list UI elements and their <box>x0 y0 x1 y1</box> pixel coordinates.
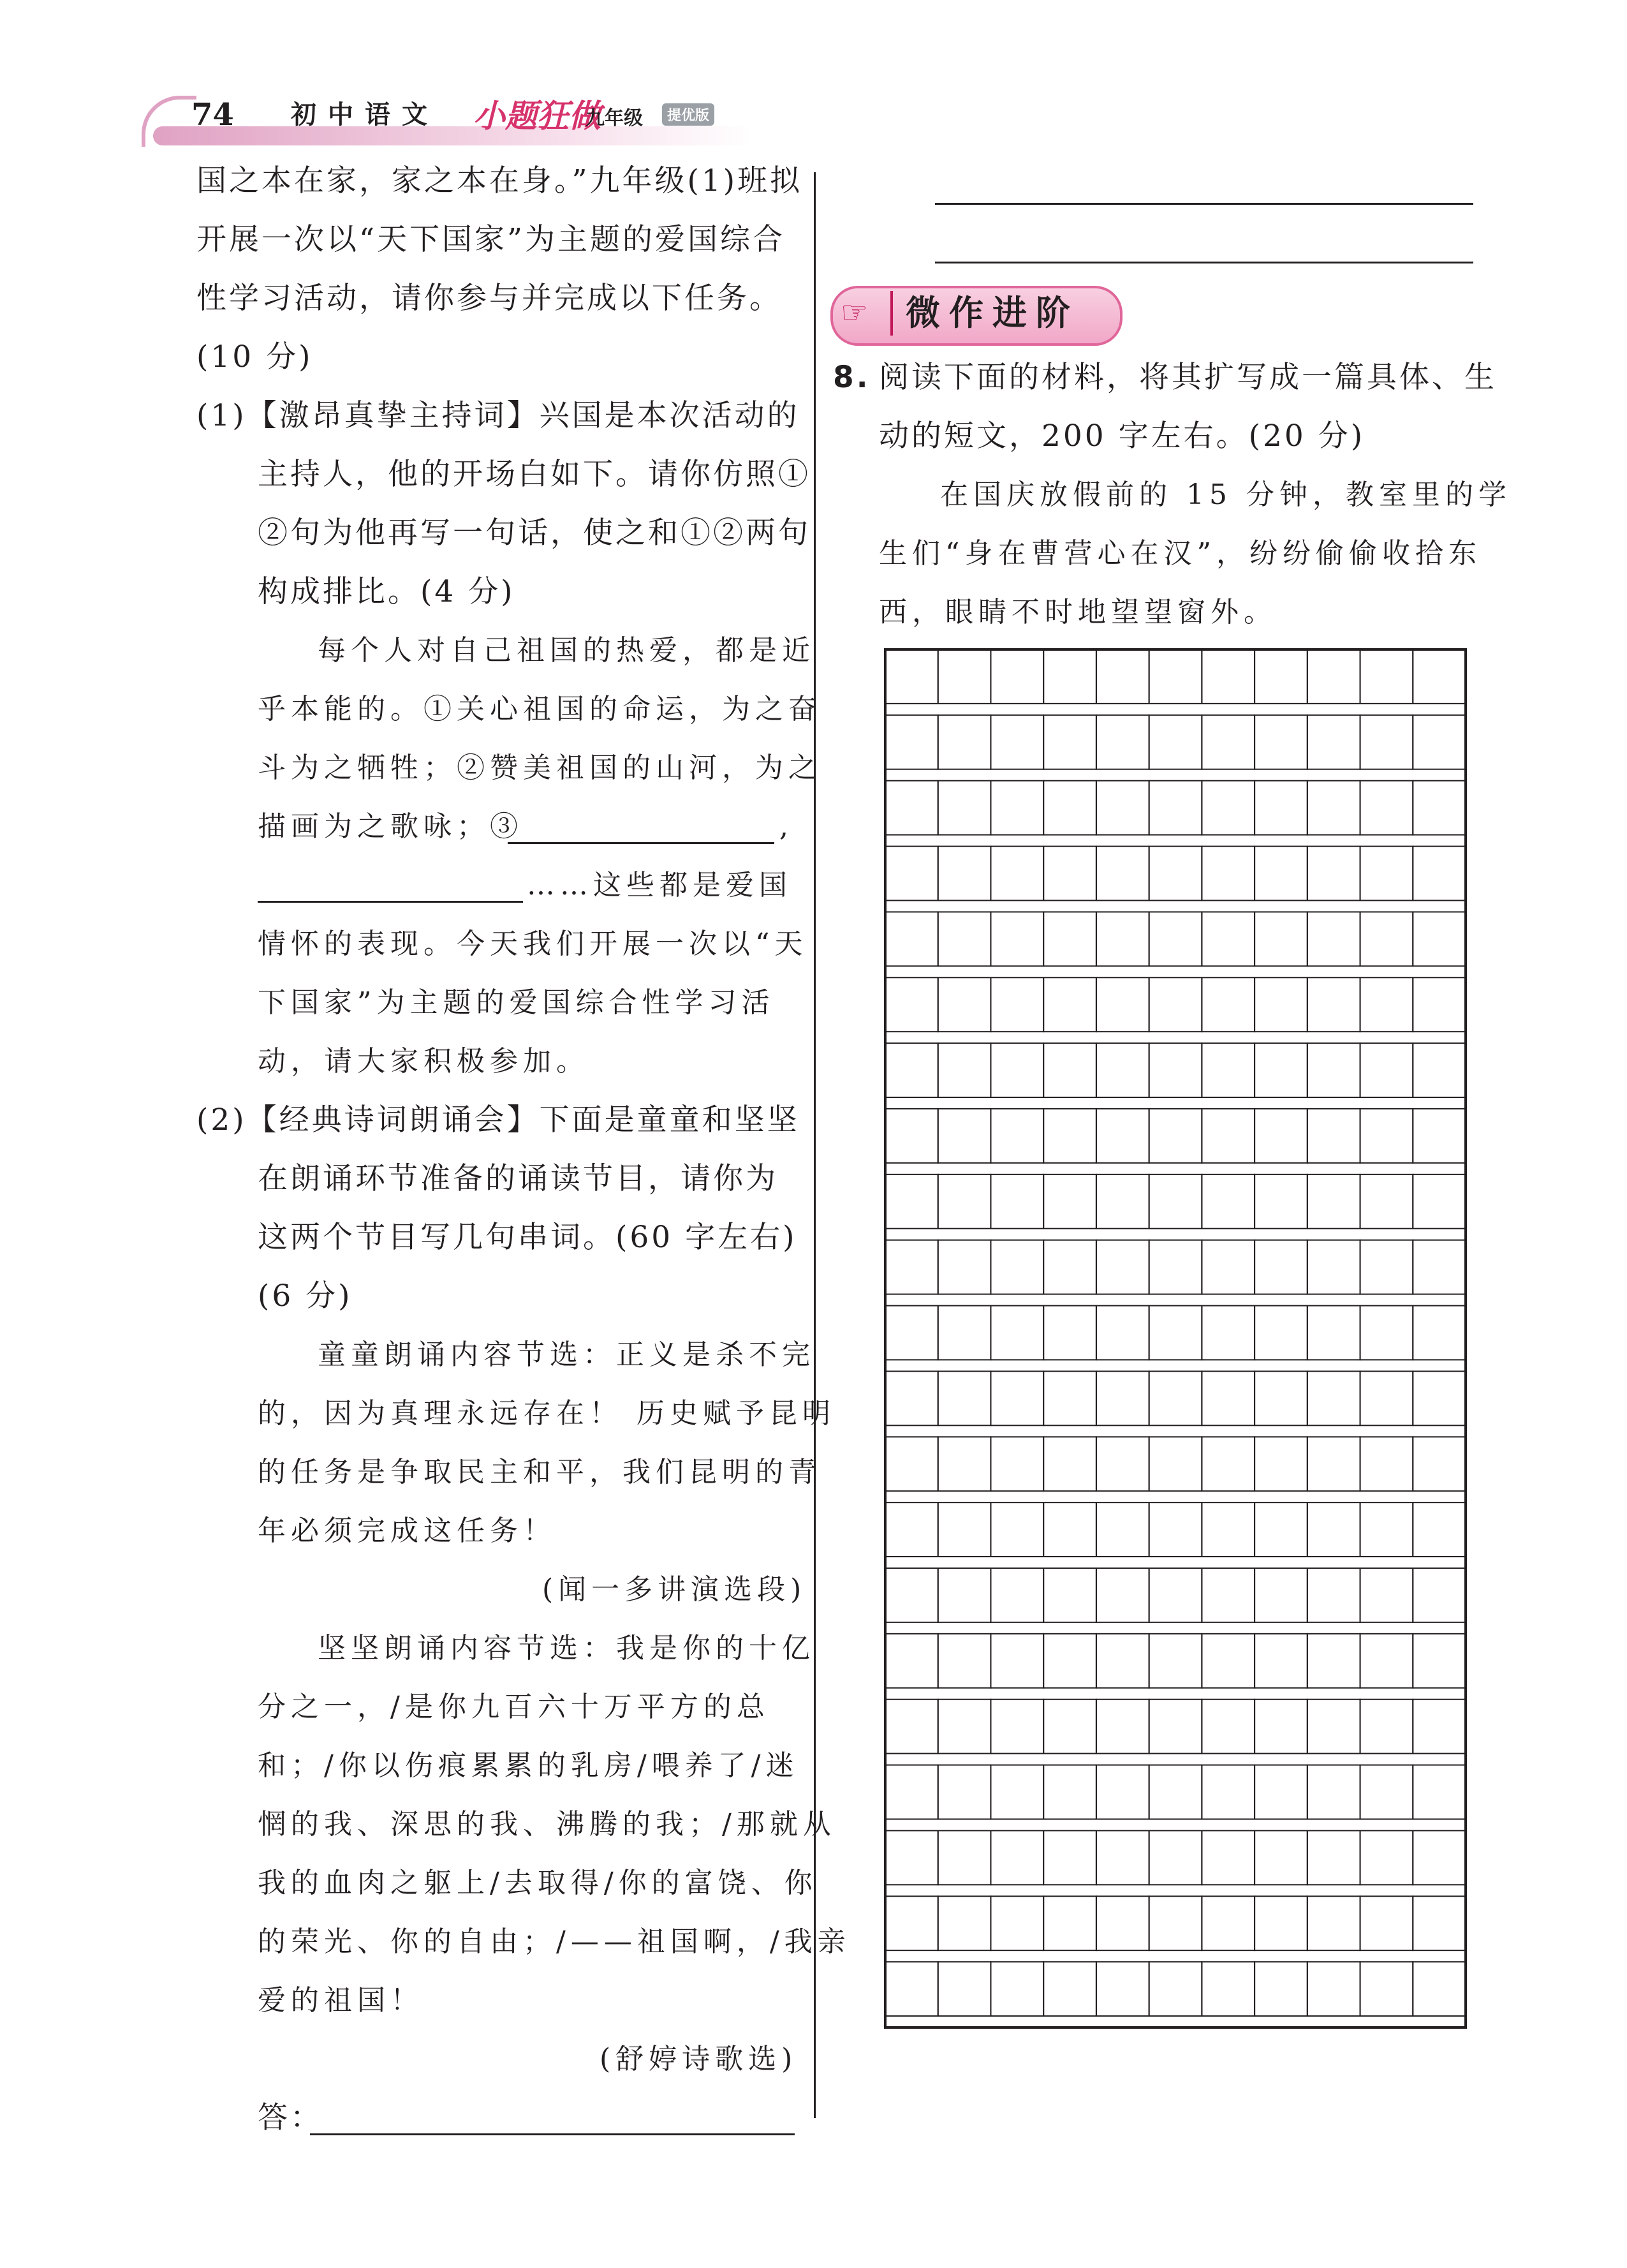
grid-cell[interactable] <box>1202 715 1255 769</box>
grid-cell[interactable] <box>990 847 1043 901</box>
passage-line-8: 动，请大家积极参加。 <box>258 1045 589 1078</box>
grid-cell[interactable] <box>1096 1634 1149 1688</box>
fill-blank-1[interactable] <box>508 814 774 844</box>
grid-cell[interactable] <box>885 1306 938 1360</box>
grid-cell[interactable] <box>1307 1109 1360 1163</box>
grid-cell[interactable] <box>1043 1240 1096 1294</box>
grid-cell[interactable] <box>1096 1830 1149 1885</box>
grid-cell[interactable] <box>1307 781 1360 835</box>
grid-cell[interactable] <box>1096 1371 1149 1425</box>
passage-line-5: ……这些都是爱国 <box>527 869 792 901</box>
grid-cell[interactable] <box>1202 649 1255 704</box>
grid-cell[interactable] <box>938 715 991 769</box>
grid-cell[interactable] <box>990 1371 1043 1425</box>
task2-line-3: 这两个节目写几句串词。(60 字左右) <box>258 1220 797 1255</box>
grid-cell[interactable] <box>1360 1437 1413 1491</box>
grid-cell[interactable] <box>1255 1830 1307 1885</box>
grid-cell[interactable] <box>938 912 991 966</box>
grid-cell[interactable] <box>1202 1634 1255 1688</box>
grid-cell[interactable] <box>938 1700 991 1754</box>
grid-cell[interactable] <box>1413 847 1466 901</box>
grid-cell[interactable] <box>1255 1437 1307 1491</box>
grid-cell[interactable] <box>1202 847 1255 901</box>
grid-cell[interactable] <box>1096 912 1149 966</box>
grid-cell[interactable] <box>990 649 1043 704</box>
grid-cell[interactable] <box>1149 1634 1202 1688</box>
grid-cell[interactable] <box>990 781 1043 835</box>
grid-cell[interactable] <box>1255 1175 1307 1229</box>
grid-cell[interactable] <box>1202 1175 1255 1229</box>
grid-cell[interactable] <box>990 1109 1043 1163</box>
fill-blank-2[interactable] <box>258 873 523 903</box>
grid-cell[interactable] <box>1043 715 1096 769</box>
grid-cell[interactable] <box>1043 1371 1096 1425</box>
grid-cell[interactable] <box>1149 1437 1202 1491</box>
intro-line-3: 性学习活动，请你参与并完成以下任务。 <box>196 281 782 316</box>
grid-border <box>885 649 1466 2027</box>
grid-cell[interactable] <box>1255 847 1307 901</box>
grid-cell[interactable] <box>1043 1634 1096 1688</box>
grid-cell[interactable] <box>1043 781 1096 835</box>
grid-cell[interactable] <box>938 1043 991 1097</box>
grid-cell[interactable] <box>1043 1175 1096 1229</box>
passage-line-7: 下国家”为主题的爱国综合性学习活 <box>258 986 775 1019</box>
page-number: 74 <box>191 97 234 133</box>
task1-score: 构成排比。(4 分) <box>258 574 515 609</box>
grade-label: 九年级 <box>585 107 643 130</box>
material-line-2: 生们“身在曹营心在汉”，纷纷偷偷收拾东 <box>879 537 1482 570</box>
grid-cell[interactable] <box>1360 781 1413 835</box>
grid-cell[interactable] <box>885 1175 938 1229</box>
tongtong-line-3: 的任务是争取民主和平，我们昆明的青 <box>258 1456 821 1488</box>
grid-cell[interactable] <box>1360 1765 1413 1820</box>
grid-cell[interactable] <box>1096 1502 1149 1557</box>
grid-cell[interactable] <box>1360 912 1413 966</box>
grid-cell[interactable] <box>1307 1502 1360 1557</box>
question-line-1: 阅读下面的材料，将其扩写成一篇具体、生 <box>879 360 1497 395</box>
grid-cell[interactable] <box>1255 715 1307 769</box>
grid-cell[interactable] <box>1413 1306 1466 1360</box>
grid-cell[interactable] <box>885 649 938 704</box>
passage-line-1: 每个人对自己祖国的热爱，都是近 <box>318 634 815 667</box>
grid-cell[interactable] <box>1360 1896 1413 1950</box>
grid-cell[interactable] <box>938 1502 991 1557</box>
grid-cell[interactable] <box>1255 1700 1307 1754</box>
grid-cell[interactable] <box>1096 649 1149 704</box>
grid-cell[interactable] <box>885 912 938 966</box>
question-number: 8. <box>833 360 871 395</box>
jianjian-source: (舒婷诗歌选) <box>600 2043 798 2075</box>
grid-cell[interactable] <box>1413 1765 1466 1820</box>
grid-cell[interactable] <box>1413 1371 1466 1425</box>
jianjian-line-1: 坚坚朗诵内容节选：我是你的十亿 <box>318 1632 815 1664</box>
grid-cell[interactable] <box>1413 977 1466 1032</box>
grid-cell[interactable] <box>1202 1568 1255 1622</box>
grid-cell[interactable] <box>990 1502 1043 1557</box>
grid-cell[interactable] <box>990 1700 1043 1754</box>
grid-cell[interactable] <box>885 1765 938 1820</box>
jianjian-line-7: 爱的祖国！ <box>258 1984 423 2017</box>
grid-cell[interactable] <box>1360 1830 1413 1885</box>
grid-cell[interactable] <box>1096 847 1149 901</box>
grid-cell[interactable] <box>1149 1109 1202 1163</box>
grid-cell[interactable] <box>1255 1240 1307 1294</box>
grid-cell[interactable] <box>1149 847 1202 901</box>
task1-heading: (1)【激昂真挚主持词】兴国是本次活动的 <box>196 398 800 433</box>
grid-cell[interactable] <box>990 1896 1043 1950</box>
grid-cell[interactable] <box>1096 1700 1149 1754</box>
grid-cell[interactable] <box>1202 977 1255 1032</box>
grid-cell[interactable] <box>1255 1502 1307 1557</box>
grid-cell[interactable] <box>885 1700 938 1754</box>
grid-cell[interactable] <box>1043 1765 1096 1820</box>
grid-cell[interactable] <box>990 1437 1043 1491</box>
grid-cell[interactable] <box>1413 1896 1466 1950</box>
grid-cell[interactable] <box>1307 1437 1360 1491</box>
header-band <box>153 126 753 145</box>
grid-cell[interactable] <box>938 1634 991 1688</box>
grid-cell[interactable] <box>1413 781 1466 835</box>
tongtong-line-2: 的，因为真理永远存在！ 历史赋予昆明 <box>258 1397 836 1430</box>
grid-cell[interactable] <box>1043 1700 1096 1754</box>
passage-line-3: 斗为之牺牲；②赞美祖国的山河，为之 <box>258 752 821 784</box>
grid-cell[interactable] <box>1202 1700 1255 1754</box>
grid-cell[interactable] <box>1413 1240 1466 1294</box>
grid-cell[interactable] <box>885 1437 938 1491</box>
grid-cell[interactable] <box>1360 1043 1413 1097</box>
grid-cell[interactable] <box>1413 1830 1466 1885</box>
grid-cell[interactable] <box>938 1371 991 1425</box>
grid-cell[interactable] <box>1360 1306 1413 1360</box>
grid-cell[interactable] <box>938 1962 991 2016</box>
grid-cell[interactable] <box>1307 1830 1360 1885</box>
grid-cell[interactable] <box>990 1240 1043 1294</box>
grid-cell[interactable] <box>885 1830 938 1885</box>
material-line-3: 西，眼睛不时地望望窗外。 <box>879 596 1277 628</box>
answer-line-left[interactable] <box>310 2105 795 2135</box>
grid-cell[interactable] <box>1096 1437 1149 1491</box>
jianjian-line-5: 我的血肉之躯上/去取得/你的富饶、你 <box>258 1867 818 1899</box>
grid-cell[interactable] <box>1149 781 1202 835</box>
grid-cell[interactable] <box>885 1043 938 1097</box>
grid-cell[interactable] <box>1255 977 1307 1032</box>
task1-line-3: ②句为他再写一句话，使之和①②两句 <box>258 515 811 551</box>
task2-line-2: 在朗诵环节准备的诵读节目，请你为 <box>258 1161 778 1196</box>
grid-cell[interactable] <box>1043 649 1096 704</box>
section-title: 微作进阶 <box>906 293 1079 333</box>
grid-cell[interactable] <box>1149 1502 1202 1557</box>
grid-cell[interactable] <box>1255 912 1307 966</box>
grid-cell[interactable] <box>885 781 938 835</box>
grid-cell[interactable] <box>1360 1502 1413 1557</box>
book-title: 初中语文 <box>291 100 439 130</box>
grid-cell[interactable] <box>1360 1109 1413 1163</box>
grid-cell[interactable] <box>938 1568 991 1622</box>
grid-cell[interactable] <box>1307 1765 1360 1820</box>
jianjian-line-2: 分之一，/是你九百六十万平方的总 <box>258 1691 770 1723</box>
grid-cell[interactable] <box>1149 1043 1202 1097</box>
grid-cell[interactable] <box>990 1634 1043 1688</box>
grid-cell[interactable] <box>1307 715 1360 769</box>
grid-cell[interactable] <box>1043 1437 1096 1491</box>
grid-cell[interactable] <box>1202 1043 1255 1097</box>
grid-cell[interactable] <box>1307 1568 1360 1622</box>
grid-cell[interactable] <box>1096 1568 1149 1622</box>
grid-cell[interactable] <box>1413 1109 1466 1163</box>
grid-cell[interactable] <box>1360 1634 1413 1688</box>
grid-cell[interactable] <box>1043 977 1096 1032</box>
grid-cell[interactable] <box>1413 1175 1466 1229</box>
grid-cell[interactable] <box>1255 1043 1307 1097</box>
brand-logo: 小题狂做 <box>473 98 601 135</box>
grid-cell[interactable] <box>1360 1240 1413 1294</box>
fill-comma: , <box>779 810 793 843</box>
writing-grid[interactable] <box>883 647 1469 2031</box>
grid-cell[interactable] <box>1149 1371 1202 1425</box>
grid-cell[interactable] <box>990 1306 1043 1360</box>
grid-cell[interactable] <box>1149 1240 1202 1294</box>
grid-cell[interactable] <box>1307 649 1360 704</box>
grid-cell[interactable] <box>1255 1109 1307 1163</box>
badge-separator <box>890 291 893 336</box>
grid-cell[interactable] <box>1413 715 1466 769</box>
grid-cell[interactable] <box>1149 715 1202 769</box>
grid-cell[interactable] <box>1043 1109 1096 1163</box>
grid-cell[interactable] <box>1255 1568 1307 1622</box>
grid-cell[interactable] <box>938 1306 991 1360</box>
jianjian-line-3: 和；/你以伤痕累累的乳房/喂养了/迷 <box>258 1749 799 1782</box>
grid-cell[interactable] <box>1202 781 1255 835</box>
grid-cell[interactable] <box>990 1765 1043 1820</box>
grid-cell[interactable] <box>1149 912 1202 966</box>
grid-cell[interactable] <box>990 1962 1043 2016</box>
grid-cell[interactable] <box>1096 1175 1149 1229</box>
grid-cell[interactable] <box>1255 1371 1307 1425</box>
passage-line-4: 描画为之歌咏；③ <box>258 810 523 843</box>
grid-cell[interactable] <box>1413 1700 1466 1754</box>
grid-cell[interactable] <box>938 649 991 704</box>
intro-score: (10 分) <box>196 339 313 374</box>
passage-line-2: 乎本能的。①关心祖国的命运，为之奋 <box>258 693 821 725</box>
grid-cell[interactable] <box>1307 1700 1360 1754</box>
edition-badge: 提优版 <box>662 103 714 126</box>
grid-cell[interactable] <box>1360 847 1413 901</box>
grid-cell[interactable] <box>885 847 938 901</box>
grid-cell[interactable] <box>938 1109 991 1163</box>
grid-cell[interactable] <box>885 1371 938 1425</box>
jianjian-line-6: 的荣光、你的自由；/——祖国啊，/我亲 <box>258 1925 851 1958</box>
grid-cell[interactable] <box>1043 912 1096 966</box>
grid-cell[interactable] <box>1043 1043 1096 1097</box>
grid-cell[interactable] <box>1307 1043 1360 1097</box>
grid-cell[interactable] <box>1202 1830 1255 1885</box>
grid-cell[interactable] <box>1149 1175 1202 1229</box>
grid-cell[interactable] <box>1149 649 1202 704</box>
grid-cell[interactable] <box>1043 1830 1096 1885</box>
grid-cell[interactable] <box>1043 1896 1096 1950</box>
grid-cell[interactable] <box>1360 715 1413 769</box>
grid-cell[interactable] <box>938 1830 991 1885</box>
grid-cell[interactable] <box>1413 649 1466 704</box>
grid-cell[interactable] <box>938 1437 991 1491</box>
grid-cell[interactable] <box>1202 912 1255 966</box>
grid-cell[interactable] <box>1096 1240 1149 1294</box>
grid-cell[interactable] <box>885 1568 938 1622</box>
grid-cell[interactable] <box>1202 1306 1255 1360</box>
grid-cell[interactable] <box>1255 1306 1307 1360</box>
grid-cell[interactable] <box>1307 977 1360 1032</box>
answer-line-right-2[interactable] <box>935 262 1473 263</box>
grid-cell[interactable] <box>1413 1568 1466 1622</box>
grid-cell[interactable] <box>990 1043 1043 1097</box>
grid-cell[interactable] <box>885 1896 938 1950</box>
answer-line-right-1[interactable] <box>935 203 1473 205</box>
grid-cell[interactable] <box>1149 1896 1202 1950</box>
grid-cell[interactable] <box>990 1568 1043 1622</box>
grid-cell[interactable] <box>938 781 991 835</box>
grid-cell[interactable] <box>1149 1962 1202 2016</box>
grid-cell[interactable] <box>1149 1700 1202 1754</box>
grid-cell[interactable] <box>990 715 1043 769</box>
grid-cell[interactable] <box>1096 1306 1149 1360</box>
grid-cell[interactable] <box>1360 649 1413 704</box>
grid-cell[interactable] <box>885 1634 938 1688</box>
grid-cell[interactable] <box>1096 1765 1149 1820</box>
grid-cell[interactable] <box>1149 1765 1202 1820</box>
grid-cell[interactable] <box>1043 1568 1096 1622</box>
grid-cell[interactable] <box>1202 1962 1255 2016</box>
grid-cell[interactable] <box>1413 912 1466 966</box>
tongtong-line-4: 年必须完成这任务！ <box>258 1515 556 1547</box>
grid-cell[interactable] <box>1360 977 1413 1032</box>
grid-cell[interactable] <box>885 1502 938 1557</box>
grid-cell[interactable] <box>1096 977 1149 1032</box>
grid-cell[interactable] <box>938 1896 991 1950</box>
grid-cell[interactable] <box>1043 1306 1096 1360</box>
grid-cell[interactable] <box>1043 1962 1096 2016</box>
grid-cell[interactable] <box>1307 1962 1360 2016</box>
grid-cell[interactable] <box>1096 781 1149 835</box>
intro-line-2: 开展一次以“天下国家”为主题的爱国综合 <box>196 222 786 257</box>
grid-cell[interactable] <box>938 1175 991 1229</box>
grid-cell[interactable] <box>1202 1765 1255 1820</box>
grid-cell[interactable] <box>1096 715 1149 769</box>
grid-cell[interactable] <box>1255 1765 1307 1820</box>
tongtong-source: (闻一多讲演选段) <box>542 1573 807 1606</box>
grid-cell[interactable] <box>1307 1896 1360 1950</box>
grid-cell[interactable] <box>885 1109 938 1163</box>
grid-cell[interactable] <box>1043 847 1096 901</box>
material-line-1: 在国庆放假前的 15 分钟，教室里的学 <box>940 478 1512 511</box>
grid-cell[interactable] <box>1360 1175 1413 1229</box>
grid-cell[interactable] <box>1096 1043 1149 1097</box>
answer-label: 答： <box>258 2100 323 2135</box>
grid-cell[interactable] <box>1255 781 1307 835</box>
grid-cell[interactable] <box>1043 1502 1096 1557</box>
grid-cell[interactable] <box>885 1240 938 1294</box>
grid-cell[interactable] <box>1202 1437 1255 1491</box>
grid-cell[interactable] <box>1360 1568 1413 1622</box>
grid-cell[interactable] <box>990 1830 1043 1885</box>
grid-cell[interactable] <box>1149 1830 1202 1885</box>
grid-cell[interactable] <box>1202 1896 1255 1950</box>
intro-line-1: 国之本在家，家之本在身。”九年级(1)班拟 <box>196 163 803 198</box>
grid-cell[interactable] <box>990 1175 1043 1229</box>
grid-cell[interactable] <box>990 912 1043 966</box>
grid-cell[interactable] <box>938 847 991 901</box>
grid-cell[interactable] <box>1096 1109 1149 1163</box>
grid-cell[interactable] <box>1307 847 1360 901</box>
grid-cell[interactable] <box>1307 1634 1360 1688</box>
question-line-2: 动的短文，200 字左右。(20 分) <box>879 419 1366 454</box>
grid-cell[interactable] <box>1149 977 1202 1032</box>
grid-cell[interactable] <box>1202 1371 1255 1425</box>
grid-cell[interactable] <box>1202 1240 1255 1294</box>
pointing-hand-icon: ☞ <box>841 295 869 330</box>
grid-cell[interactable] <box>1255 1634 1307 1688</box>
grid-cell[interactable] <box>1413 1502 1466 1557</box>
grid-cell[interactable] <box>1360 1700 1413 1754</box>
tongtong-line-1: 童童朗诵内容节选：正义是杀不完 <box>318 1338 815 1371</box>
grid-cell[interactable] <box>1413 1437 1466 1491</box>
task2-score: (6 分) <box>258 1279 353 1314</box>
jianjian-line-4: 惘的我、深思的我、沸腾的我；/那就从 <box>258 1808 836 1841</box>
grid-cell[interactable] <box>938 1765 991 1820</box>
grid-cell[interactable] <box>1307 1371 1360 1425</box>
grid-cell[interactable] <box>885 1962 938 2016</box>
grid-cell[interactable] <box>1255 649 1307 704</box>
grid-cell[interactable] <box>1360 1371 1413 1425</box>
grid-cell[interactable] <box>1307 1306 1360 1360</box>
grid-cell[interactable] <box>1149 1568 1202 1622</box>
task1-line-2: 主持人，他的开场白如下。请你仿照① <box>258 457 811 492</box>
grid-cell[interactable] <box>1255 1896 1307 1950</box>
grid-cell[interactable] <box>1149 1306 1202 1360</box>
grid-cell[interactable] <box>1413 1962 1466 2016</box>
grid-cell[interactable] <box>1307 1175 1360 1229</box>
grid-cell[interactable] <box>1307 912 1360 966</box>
grid-cell[interactable] <box>990 977 1043 1032</box>
grid-cell[interactable] <box>1096 1962 1149 2016</box>
task2-heading: (2)【经典诗词朗诵会】下面是童童和坚坚 <box>196 1102 800 1138</box>
grid-cell[interactable] <box>938 1240 991 1294</box>
grid-cell[interactable] <box>1255 1962 1307 2016</box>
grid-cell[interactable] <box>1413 1043 1466 1097</box>
grid-cell[interactable] <box>1360 1962 1413 2016</box>
grid-cell[interactable] <box>938 977 991 1032</box>
grid-cell[interactable] <box>1202 1109 1255 1163</box>
grid-cell[interactable] <box>1202 1502 1255 1557</box>
grid-cell[interactable] <box>885 977 938 1032</box>
grid-cell[interactable] <box>885 715 938 769</box>
grid-cell[interactable] <box>1096 1896 1149 1950</box>
grid-cell[interactable] <box>1307 1240 1360 1294</box>
passage-line-6: 情怀的表现。今天我们开展一次以“天 <box>258 928 808 960</box>
grid-cell[interactable] <box>1413 1634 1466 1688</box>
